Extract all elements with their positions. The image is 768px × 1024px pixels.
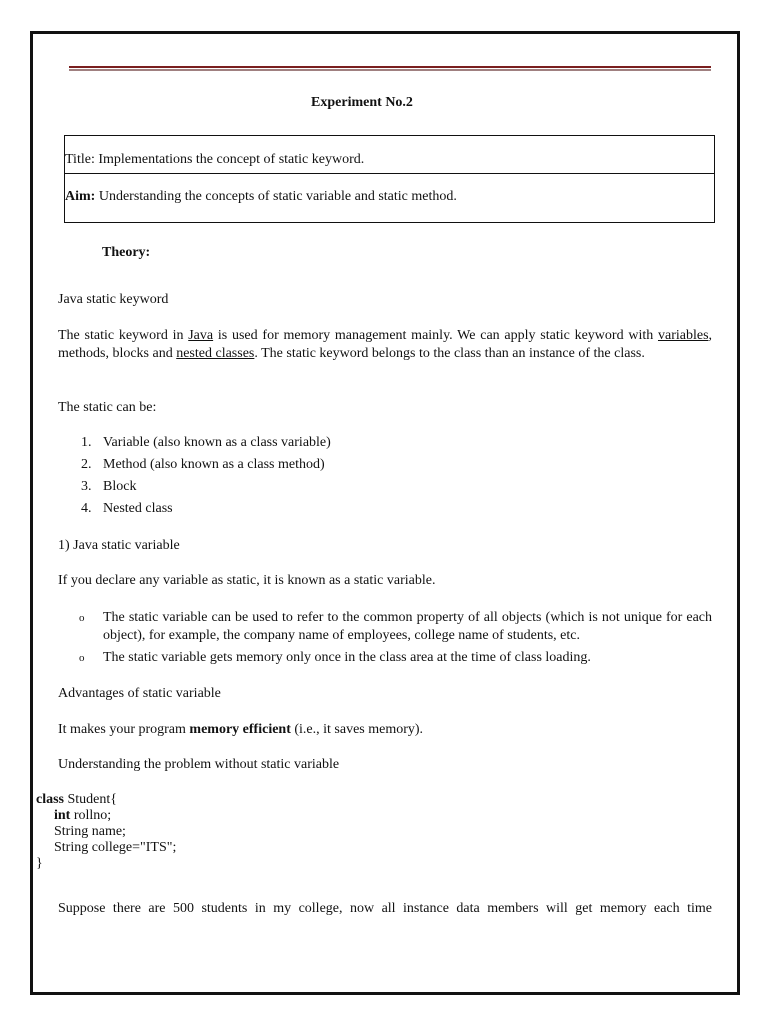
- theory-heading: Theory:: [102, 245, 151, 260]
- link-variables[interactable]: variables: [657, 328, 709, 343]
- static-can-be-label: The static can be:: [58, 400, 157, 415]
- aim-line: [65, 188, 457, 206]
- code-line: String name;: [54, 824, 126, 839]
- code-line: String college="ITS";: [54, 840, 177, 855]
- section-java-static-keyword: Java static keyword: [58, 292, 169, 307]
- intro-paragraph: The static keyword in Java is used for memory management mainly. We can apply static keyword with variables, methods, blocks and nested classes. The static keyword belongs to the class than an instance of the class.: [58, 328, 713, 361]
- problem-heading: Understanding the problem without static variable: [58, 757, 340, 772]
- title-aim-box: [64, 135, 715, 223]
- code-block: [36, 792, 176, 872]
- link-java[interactable]: Java: [188, 328, 214, 343]
- list-item: 3. Block: [81, 479, 137, 494]
- box-divider: [65, 173, 714, 174]
- bullet-marker: o: [79, 652, 85, 664]
- bullet-item: o The static variable can be used to refer to the common property of all objects (which is not unique for each object), for example, the company name of employees, college name of students, etc.: [79, 610, 712, 643]
- advantage-line: It makes your program memory efficient (i.e., it saves memory).: [58, 722, 424, 737]
- bullet-item: o The static variable gets memory only once in the class area at the time of class loading.: [79, 650, 591, 665]
- aim-text: Understanding the concepts of static variable and static method.: [95, 189, 457, 204]
- advantages-heading: Advantages of static variable: [58, 686, 221, 701]
- list-item: 2. Method (also known as a class method): [81, 457, 325, 472]
- code-line: int rollno;: [54, 808, 112, 823]
- section-static-variable: 1) Java static variable: [58, 538, 180, 553]
- static-types-list: [81, 434, 331, 522]
- bullet-marker: o: [79, 612, 85, 624]
- code-line: }: [36, 856, 43, 871]
- code-line: class Student{: [36, 792, 117, 807]
- static-variable-bullets: [79, 609, 712, 667]
- list-item: 4. Nested class: [81, 501, 173, 516]
- experiment-heading: Experiment No.2: [311, 95, 413, 110]
- title-line: Title: Implementations the concept of static keyword.: [65, 152, 365, 167]
- link-nested-classes[interactable]: nested classes: [176, 346, 255, 361]
- header-rule: [69, 66, 711, 71]
- aim-label: Aim:: [65, 189, 96, 204]
- final-paragraph: Suppose there are 500 students in my college, now all instance data members will get memory each time: [58, 901, 712, 916]
- list-item: 1. Variable (also known as a class variable): [81, 435, 331, 450]
- static-variable-intro: If you declare any variable as static, it is known as a static variable.: [58, 573, 436, 588]
